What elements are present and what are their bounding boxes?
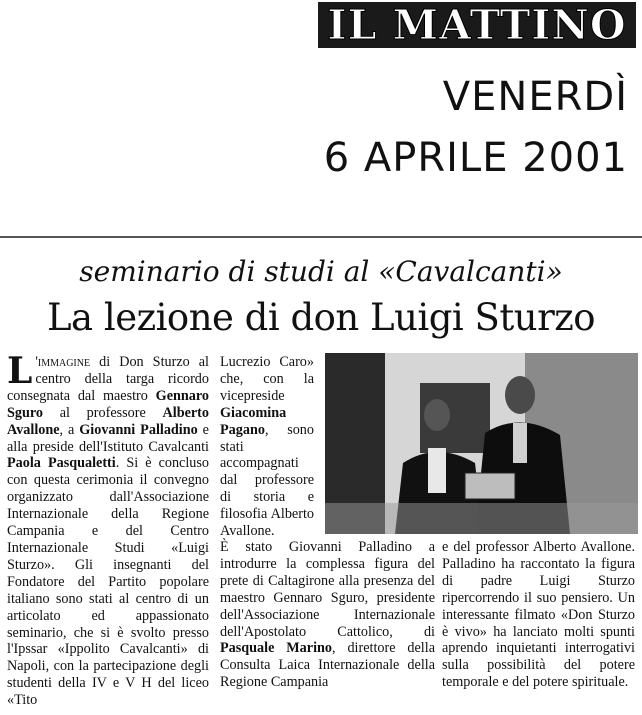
col1-text-4: e alla preside dell'Istituto Cavalcanti bbox=[7, 421, 209, 455]
drop-cap: L bbox=[7, 350, 33, 392]
col1-text-5: . Si è concluso con questa cerimonia il convegno organizzato dall'Associazione Internazionale della Regione Campania e del Centro Internazionale Studi «Luigi Sturzo». Gli insegnanti del Fondatore del Partito popolare italiano sono stati al centro di un articolato ed appassionato seminario, che si è svolto presso l'Ipssar «Ippolito Cavalcanti» di Napoli, con la partecipazione degli studenti della IV e V H del liceo «Tito bbox=[7, 455, 209, 709]
person-name: Pasquale Marino bbox=[220, 640, 333, 657]
separator-rule bbox=[0, 236, 642, 238]
lead-word: 'immagine bbox=[35, 354, 91, 370]
article-column-2-bottom bbox=[220, 539, 435, 691]
col1-text-1: di Don Sturzo al centro della targa ricordo consegnata dal maestro bbox=[7, 354, 209, 404]
article-column-2-top bbox=[220, 354, 314, 540]
person-name: Gennaro Sguro bbox=[7, 387, 209, 421]
col2a-text-1: Lucrezio Caro» che, con la vicepreside bbox=[220, 354, 314, 404]
person-name: Giacomina Pagano bbox=[220, 404, 287, 438]
photo-illustration bbox=[325, 353, 638, 534]
col2b-text-1: È stato Giovanni Palladino a introdurre la complessa figura del prete di Caltagirone alla presenza del maestro Gennaro Sguro, presidente dell'Associazione Internazionale dell'Apostolato Cattolico, di bbox=[220, 539, 435, 640]
person-name: Paola Pasqualetti bbox=[7, 455, 116, 472]
article-column-1 bbox=[7, 350, 209, 709]
col1-text-3: , a bbox=[59, 421, 80, 438]
article-headline: La lezione di don Luigi Sturzo bbox=[46, 296, 596, 339]
dateline-day: VENERDÌ bbox=[442, 74, 628, 120]
col2a-text-2: , sono stati accompagnati dal professore di storia e filosofia Alberto Avallone. bbox=[220, 421, 314, 540]
person-name: Giovanni Palladino bbox=[79, 421, 198, 438]
col2b-text-2: , direttore della Consulta Laica Internazionale della Regione Campania bbox=[220, 640, 435, 691]
person-name: Alberto Avallone bbox=[7, 404, 209, 438]
dateline-date: 6 APRILE 2001 bbox=[323, 135, 628, 181]
col1-text-2: al professore bbox=[43, 404, 163, 421]
article-photo bbox=[325, 353, 638, 534]
article-kicker: seminario di studi al «Cavalcanti» bbox=[79, 255, 563, 288]
newspaper-masthead bbox=[318, 2, 636, 48]
article-column-3: e del professor Alberto Avallone. Palladino ha raccontato la figura di padre Luigi Sturzo ripercorrendo il suo pensiero. Un interessante filmato «Don Sturzo è vivo» ha lanciato molti spunti aprendo inquietanti interrogativi sulla possibilità del potere temporale e del potere spirituale. bbox=[442, 539, 635, 691]
masthead-title: IL MATTINO bbox=[327, 1, 627, 49]
